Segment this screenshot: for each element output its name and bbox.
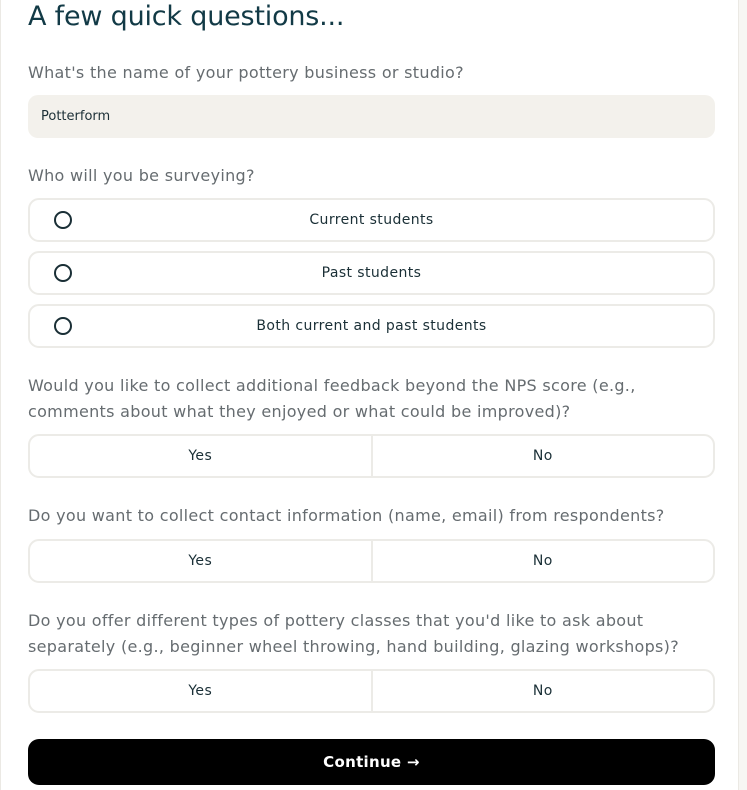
classes-label: Do you offer different types of pottery classes that you'd like to ask about separately (e.g., beginner wheel throwing, hand building, glazing workshops)? [28, 611, 680, 656]
continue-button[interactable]: Continue → [28, 739, 715, 785]
page-title: A few quick questions... [28, 1, 345, 32]
radio-label: Current students [309, 212, 434, 228]
radio-current-students[interactable] [28, 198, 715, 242]
contact-no-button[interactable]: No [532, 553, 553, 569]
business-name-input[interactable] [28, 95, 715, 138]
contact-toggle [28, 539, 715, 583]
feedback-no-button[interactable]: No [532, 448, 553, 464]
radio-label: Both current and past students [256, 318, 487, 334]
feedback-toggle [28, 434, 715, 478]
radio-both-students[interactable] [28, 304, 715, 348]
contact-label: Do you want to collect contact information (name, email) from respondents? [28, 506, 665, 525]
classes-yes-button[interactable]: Yes [30, 671, 373, 711]
radio-past-students[interactable] [28, 251, 715, 295]
radio-label: Past students [321, 265, 422, 281]
feedback-yes-button[interactable]: Yes [30, 436, 373, 476]
classes-toggle [28, 669, 715, 713]
audience-label: Who will you be surveying? [28, 166, 255, 185]
business-name-label: What's the name of your pottery business or studio? [28, 63, 464, 82]
feedback-label: Would you like to collect additional feedback beyond the NPS score (e.g., comments about what they enjoyed or what could be improved)? [28, 376, 636, 421]
classes-no-button[interactable]: No [532, 683, 553, 699]
scrollbar-track [739, 0, 747, 790]
contact-yes-button[interactable]: Yes [30, 541, 373, 581]
